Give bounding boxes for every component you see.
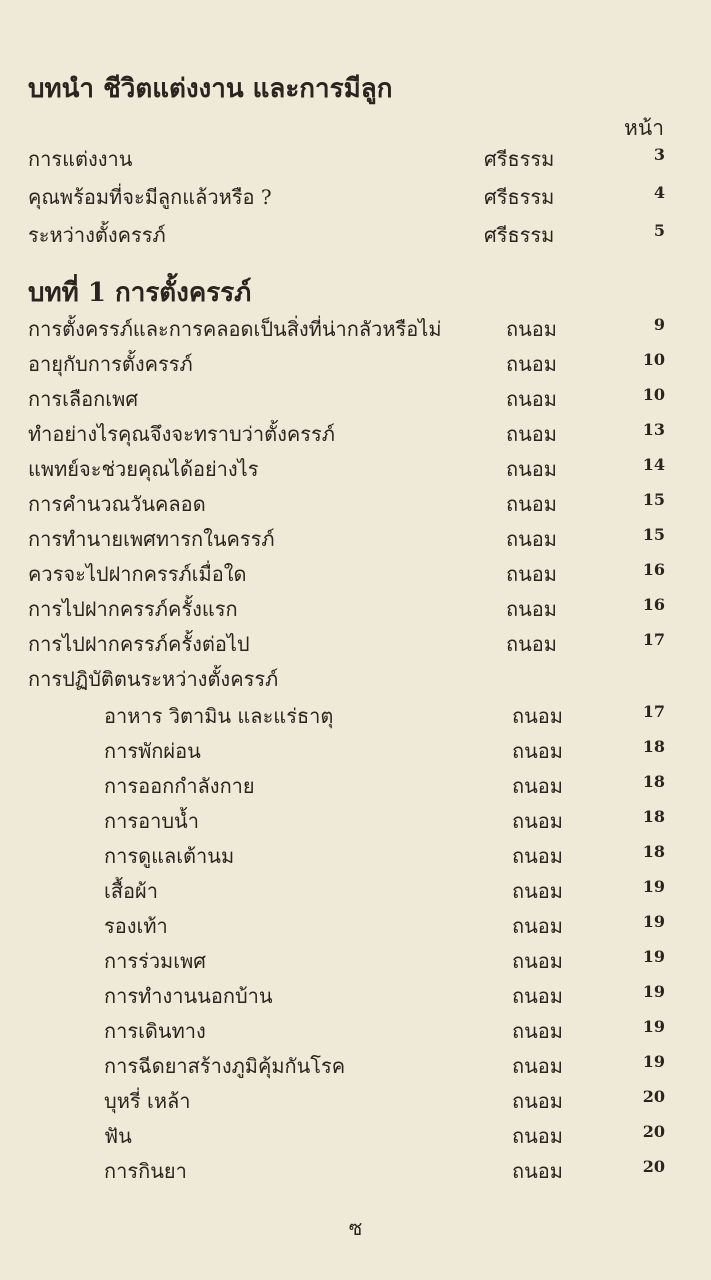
entry-title: รองเท้า: [104, 914, 168, 938]
entry-author: ถนอม: [506, 422, 557, 446]
entry-page-number: 16: [642, 595, 665, 614]
entry-page-number: 18: [642, 772, 665, 791]
toc-entry: [0, 875, 711, 909]
entry-page-number: 20: [642, 1087, 665, 1106]
entry-page-number: 15: [642, 490, 665, 509]
entry-page-number: 14: [642, 455, 665, 474]
entry-author: ถนอม: [506, 352, 557, 376]
toc-entry: [0, 1085, 711, 1119]
toc-entry: [0, 840, 711, 874]
entry-page-number: 15: [642, 525, 665, 544]
entry-author: ถนอม: [506, 317, 557, 341]
entry-page-number: 18: [642, 807, 665, 826]
entry-page-number: 20: [642, 1157, 665, 1176]
entry-page-number: 19: [642, 982, 665, 1001]
entry-page-number: 19: [642, 1052, 665, 1071]
entry-title: การคำนวณวันคลอด: [28, 492, 206, 516]
entry-author: ศรีธรรม: [484, 223, 555, 247]
toc-entry: [0, 805, 711, 839]
toc-entry: [0, 1120, 711, 1154]
entry-title: การทำงานนอกบ้าน: [104, 984, 273, 1008]
entry-title: อาหาร วิตามิน และแร่ธาตุ: [104, 704, 334, 728]
entry-title: การเลือกเพศ: [28, 387, 139, 411]
entry-author: ถนอม: [506, 387, 557, 411]
toc-entry: [0, 181, 711, 215]
entry-page-number: 10: [642, 385, 665, 404]
entry-title: การแต่งงาน: [28, 147, 133, 171]
toc-entry: [0, 910, 711, 944]
entry-author: ถนอม: [512, 1054, 563, 1078]
entry-page-number: 13: [642, 420, 665, 439]
entry-page-number: 19: [642, 877, 665, 896]
entry-title: การปฏิบัติตนระหว่างตั้งครรภ์: [28, 667, 279, 691]
entry-author: ถนอม: [506, 527, 557, 551]
toc-entry: [0, 453, 711, 487]
entry-author: ถนอม: [506, 632, 557, 656]
entry-title: การพักผ่อน: [104, 739, 201, 763]
toc-entry: [0, 700, 711, 734]
entry-page-number: 19: [642, 947, 665, 966]
entry-author: ถนอม: [506, 597, 557, 621]
entry-page-number: 9: [653, 315, 665, 334]
toc-entry: [0, 770, 711, 804]
toc-entry: [0, 593, 711, 627]
entry-page-number: 17: [642, 630, 665, 649]
entry-page-number: 20: [642, 1122, 665, 1141]
entry-title: การกินยา: [104, 1159, 187, 1183]
entry-author: ถนอม: [512, 914, 563, 938]
entry-page-number: 18: [642, 842, 665, 861]
entry-page-number: 5: [653, 221, 665, 240]
toc-entry: [0, 488, 711, 522]
entry-title: การดูแลเต้านม: [104, 844, 235, 868]
entry-title: เสื้อผ้า: [104, 879, 159, 903]
toc-entry: [0, 628, 711, 662]
entry-title: อายุกับการตั้งครรภ์: [28, 352, 193, 376]
toc-entry: [0, 735, 711, 769]
toc-entry: [0, 348, 711, 382]
entry-title: การอาบน้ำ: [104, 809, 199, 833]
entry-page-number: 16: [642, 560, 665, 579]
toc-entry: [0, 219, 711, 253]
entry-title: การเดินทาง: [104, 1019, 206, 1043]
entry-page-number: 18: [642, 737, 665, 756]
entry-title: การออกกำลังกาย: [104, 774, 255, 798]
entry-title: ระหว่างตั้งครรภ์: [28, 223, 166, 247]
entry-author: ถนอม: [512, 984, 563, 1008]
entry-author: ถนอม: [506, 562, 557, 586]
toc-entry: [0, 980, 711, 1014]
entry-page-number: 10: [642, 350, 665, 369]
toc-entry: [0, 663, 711, 697]
intro-heading: บทนำ ชีวิตแต่งงาน และการมีลูก: [28, 74, 393, 104]
entry-title: บุหรี่ เหล้า: [104, 1089, 191, 1113]
entry-author: ถนอม: [512, 879, 563, 903]
entry-title: คุณพร้อมที่จะมีลูกแล้วหรือ ?: [28, 185, 272, 209]
entry-author: ถนอม: [512, 809, 563, 833]
entry-author: ถนอม: [512, 1019, 563, 1043]
entry-author: ถนอม: [512, 1089, 563, 1113]
toc-entry: [0, 558, 711, 592]
entry-author: ถนอม: [512, 1159, 563, 1183]
entry-author: ถนอม: [512, 704, 563, 728]
entry-author: ถนอม: [512, 844, 563, 868]
toc-entry: [0, 418, 711, 452]
entry-author: ถนอม: [512, 949, 563, 973]
entry-author: ศรีธรรม: [484, 185, 555, 209]
entry-title: แพทย์จะช่วยคุณได้อย่างไร: [28, 457, 259, 481]
entry-title: ทำอย่างไรคุณจึงจะทราบว่าตั้งครรภ์: [28, 422, 335, 446]
entry-title: การไปฝากครรภ์ครั้งต่อไป: [28, 632, 250, 656]
entry-page-number: 3: [653, 145, 665, 164]
entry-title: การฉีดยาสร้างภูมิคุ้มกันโรค: [104, 1054, 346, 1078]
entry-title: การตั้งครรภ์และการคลอดเป็นสิ่งที่น่ากลัวหรือไม่: [28, 317, 442, 341]
entry-author: ถนอม: [506, 492, 557, 516]
entry-title: ควรจะไปฝากครรภ์เมื่อใด: [28, 562, 247, 586]
toc-entry: [0, 143, 711, 177]
toc-entry: [0, 313, 711, 347]
entry-page-number: 19: [642, 1017, 665, 1036]
entry-author: ศรีธรรม: [484, 147, 555, 171]
entry-title: ฟัน: [104, 1124, 132, 1148]
toc-entry: [0, 523, 711, 557]
toc-entry: [0, 1050, 711, 1084]
entry-page-number: 19: [642, 912, 665, 931]
entry-title: การทำนายเพศทารกในครรภ์: [28, 527, 275, 551]
toc-entry: [0, 1155, 711, 1189]
page-column-label: หน้า: [624, 116, 664, 140]
entry-page-number: 17: [642, 702, 665, 721]
entry-title: การไปฝากครรภ์ครั้งแรก: [28, 597, 238, 621]
entry-title: การร่วมเพศ: [104, 949, 206, 973]
entry-author: ถนอม: [506, 457, 557, 481]
entry-page-number: 4: [653, 183, 665, 202]
entry-author: ถนอม: [512, 774, 563, 798]
footer-page-number: ซ: [348, 1216, 363, 1240]
entry-author: ถนอม: [512, 739, 563, 763]
chapter1-heading: บทที่ 1 การตั้งครรภ์: [28, 278, 252, 308]
toc-entry: [0, 383, 711, 417]
entry-author: ถนอม: [512, 1124, 563, 1148]
toc-entry: [0, 945, 711, 979]
toc-entry: [0, 1015, 711, 1049]
